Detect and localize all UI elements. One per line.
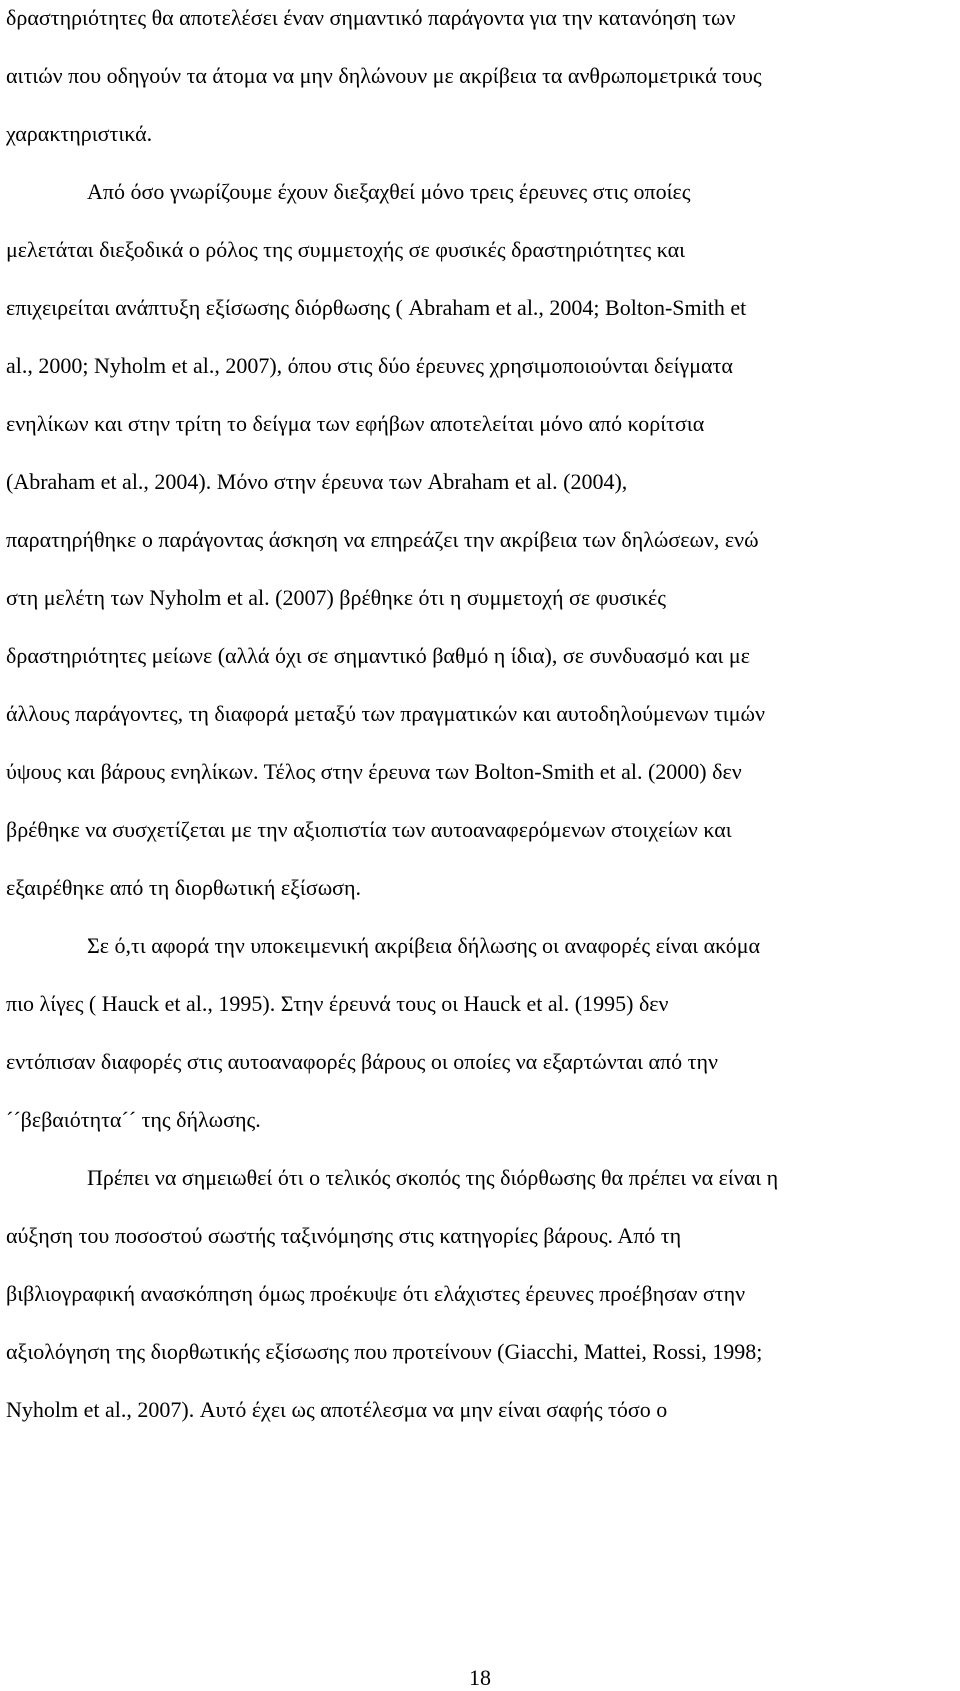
text-line: ενηλίκων και στην τρίτη το δείγμα των εφήβων αποτελείται μόνο από κορίτσια: [6, 411, 705, 436]
text-line: επιχειρείται ανάπτυξη εξίσωσης διόρθωσης ( Abraham et al., 2004; Bolton-Smith et: [6, 295, 747, 320]
paragraph-first-line: Από όσο γνωρίζουμε έχουν διεξαχθεί μόνο τρεις έρευνες στις οποίες: [87, 179, 691, 204]
page-number: 18: [469, 1665, 491, 1690]
text-line: πιο λίγες ( Hauck et al., 1995). Στην έρευνά τους οι Hauck et al. (1995) δεν: [6, 991, 669, 1016]
text-line: αξιολόγηση της διορθωτικής εξίσωσης που προτείνουν (Giacchi, Mattei, Rossi, 1998;: [6, 1339, 763, 1364]
text-line: (Abraham et al., 2004). Μόνο στην έρευνα των Abraham et al. (2004),: [6, 469, 628, 494]
text-line: μελετάται διεξοδικά ο ρόλος της συμμετοχής σε φυσικές δραστηριότητες και: [6, 237, 686, 262]
text-line: ´´βεβαιότητα´´ της δήλωσης.: [6, 1107, 261, 1132]
text-line: βιβλιογραφική ανασκόπηση όμως προέκυψε ότι ελάχιστες έρευνες προέβησαν στην: [6, 1281, 746, 1306]
text-line: δραστηριότητες μείωνε (αλλά όχι σε σημαντικό βαθμό η ίδια), σε συνδυασμό και με: [6, 643, 750, 668]
text-line: δραστηριότητες θα αποτελέσει έναν σημαντικό παράγοντα για την κατανόηση των: [6, 5, 736, 30]
text-line: αύξηση του ποσοστού σωστής ταξινόμησης στις κατηγορίες βάρους. Από τη: [6, 1223, 682, 1248]
text-line: στη μελέτη των Nyholm et al. (2007) βρέθηκε ότι η συμμετοχή σε φυσικές: [6, 585, 667, 610]
text-line: εξαιρέθηκε από τη διορθωτική εξίσωση.: [6, 875, 362, 900]
text-line: εντόπισαν διαφορές στις αυτοαναφορές βάρους οι οποίες να εξαρτώνται από την: [6, 1049, 718, 1074]
text-line: άλλους παράγοντες, τη διαφορά μεταξύ των πραγματικών και αυτοδηλούμενων τιμών: [6, 701, 765, 726]
paragraph-first-line: Πρέπει να σημειωθεί ότι ο τελικός σκοπός της διόρθωσης θα πρέπει να είναι η: [87, 1165, 779, 1190]
text-line: παρατηρήθηκε ο παράγοντας άσκηση να επηρεάζει την ακρίβεια των δηλώσεων, ενώ: [6, 527, 759, 552]
text-line: βρέθηκε να συσχετίζεται με την αξιοπιστία των αυτοαναφερόμενων στοιχείων και: [6, 817, 732, 842]
text-line: αιτιών που οδηγούν τα άτομα να μην δηλώνουν με ακρίβεια τα ανθρωπομετρικά τους: [6, 63, 762, 88]
text-line: Nyholm et al., 2007). Αυτό έχει ως αποτέλεσμα να μην είναι σαφής τόσο ο: [6, 1397, 668, 1422]
text-line: al., 2000; Nyholm et al., 2007), όπου στις δύο έρευνες χρησιμοποιούνται δείγματα: [6, 353, 733, 378]
paragraph-first-line: Σε ό,τι αφορά την υποκειμενική ακρίβεια δήλωσης οι αναφορές είναι ακόμα: [87, 933, 761, 958]
text-line: χαρακτηριστικά.: [6, 121, 153, 146]
text-line: ύψους και βάρους ενηλίκων. Τέλος στην έρευνα των Bolton-Smith et al. (2000) δεν: [6, 759, 742, 784]
